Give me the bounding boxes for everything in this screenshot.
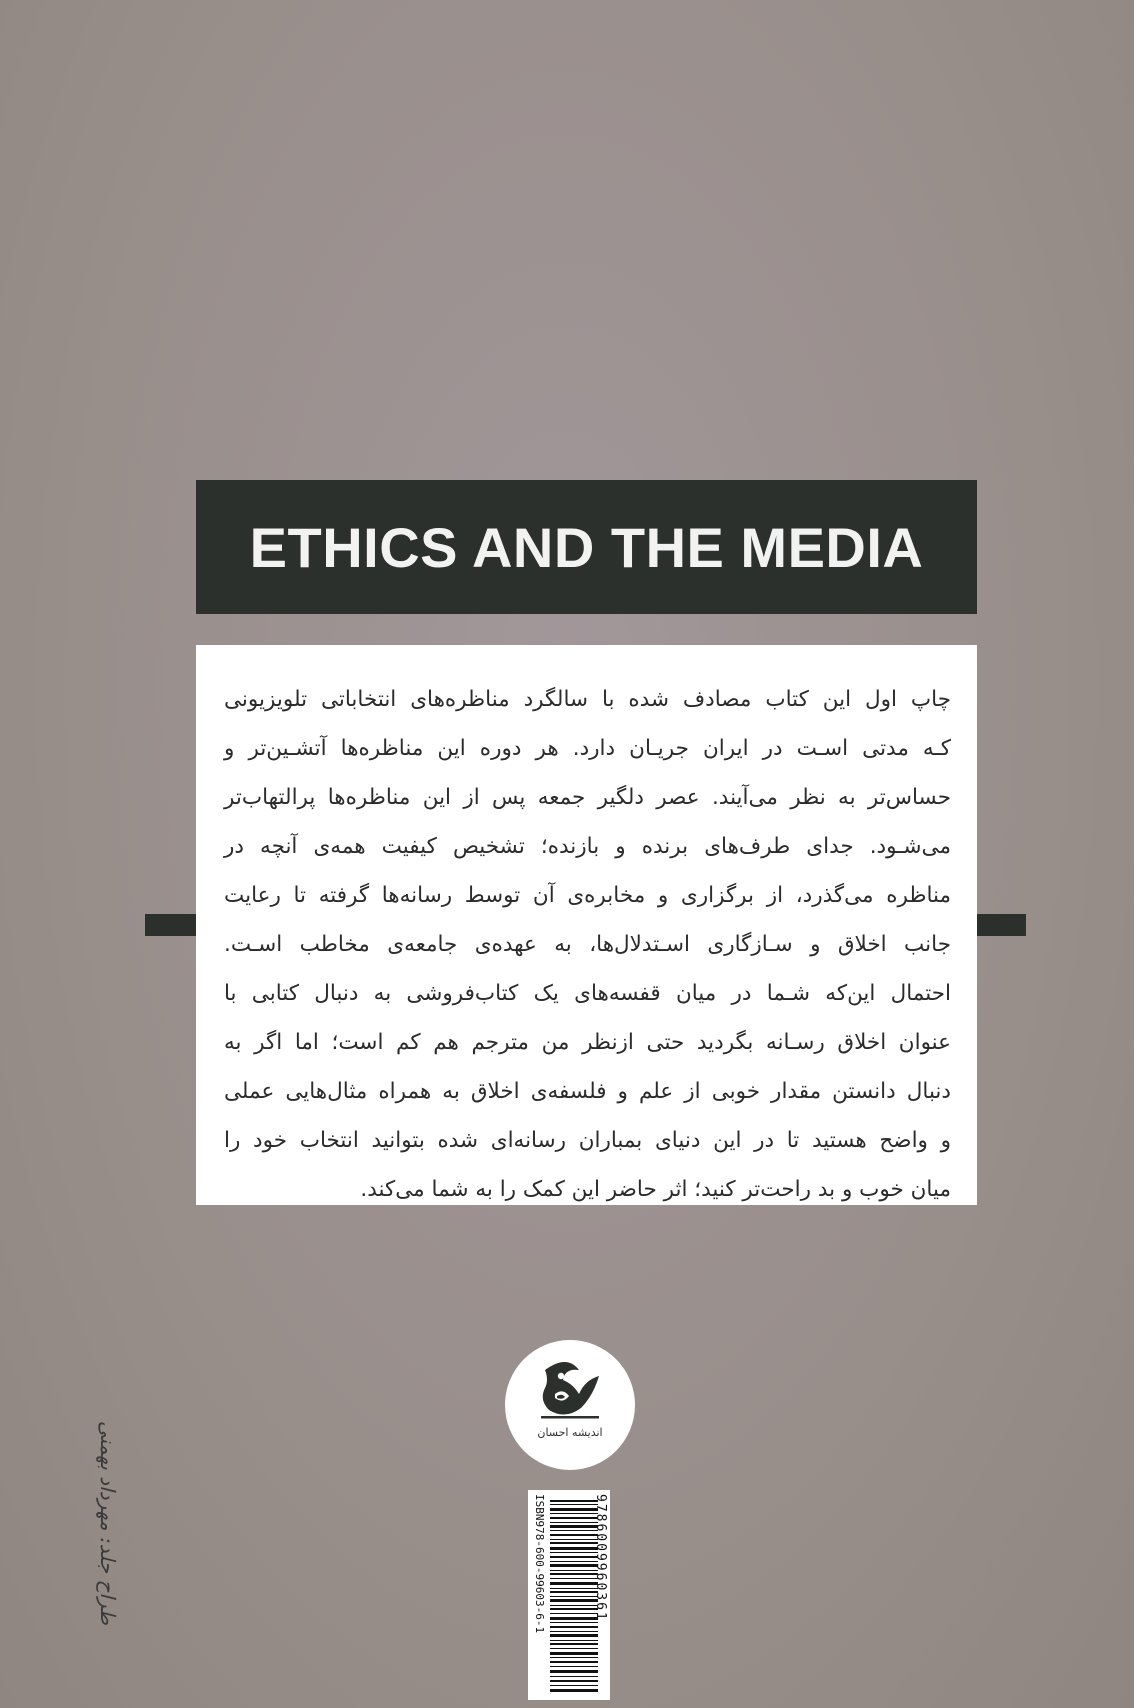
blurb-text: [224, 675, 951, 1214]
blurb-line: جانب اخلاق و سـازگاری اسـتدلال‌ها، به عهده‌ی جامعه‌ی مخاطب اسـت.: [224, 932, 951, 957]
blurb-line: چاپ اول این کتاب مصادف شده با سالگرد مناظره‌های انتخاباتی تلویزیونی: [224, 687, 951, 712]
blurb-line: و واضح هستید تا در این دنیای بمباران رسانه‌ای شده بتوانید انتخاب خود را: [224, 1128, 951, 1153]
barcode: [528, 1490, 610, 1700]
isbn-label: ISBN978-600-99603-6-1: [533, 1494, 546, 1634]
blurb-line: می‌شـود. جدای طرف‌های برنده و بازنده؛ تشخیص کیفیت همه‌ی آنچه در: [224, 834, 951, 859]
publisher-name: اندیشه احسان: [537, 1426, 603, 1439]
title-band: [196, 480, 977, 614]
barcode-digits: 9786009960361: [593, 1494, 608, 1622]
publisher-logo: [505, 1340, 635, 1470]
blurb-line: کـه مدتی اسـت در ایران جریـان دارد. هر دوره این مناظره‌ها آتشـین‌تر و: [224, 736, 951, 761]
blurb-line: عنوان اخلاق رسـانه بگردید حتی ازنظر من مترجم هم کم است؛ اما اگر به: [224, 1030, 951, 1055]
blurb-box: [196, 645, 977, 1205]
book-title: ETHICS AND THE MEDIA: [249, 515, 924, 579]
blurb-line: حساس‌تر به نظر می‌آیند. عصر دلگیر جمعه پس از این مناظره‌ها پرالتهاب‌تر: [224, 785, 951, 810]
cover-designer-signature: طراح جلد: مهرداد بهمنی: [96, 1420, 120, 1625]
blurb-line: دنبال دانستن مقدار خوبی از علم و فلسفه‌ی اخلاق به همراه مثال‌هایی عملی: [224, 1079, 951, 1104]
bird-logo-icon: [505, 1340, 635, 1470]
blurb-line: مناظره می‌گذرد، از برگزاری و مخابره‌ی آن توسط رسانه‌ها گرفته تا رعایت: [224, 883, 951, 908]
blurb-line: احتمال این‌که شـما در میان قفسه‌های یک کتاب‌فروشی به دنبال کتابی با: [224, 981, 951, 1006]
blurb-line: میان خوب و بد راحت‌تر کنید؛ اثر حاضر این کمک را به شما می‌کند.: [360, 1177, 951, 1202]
